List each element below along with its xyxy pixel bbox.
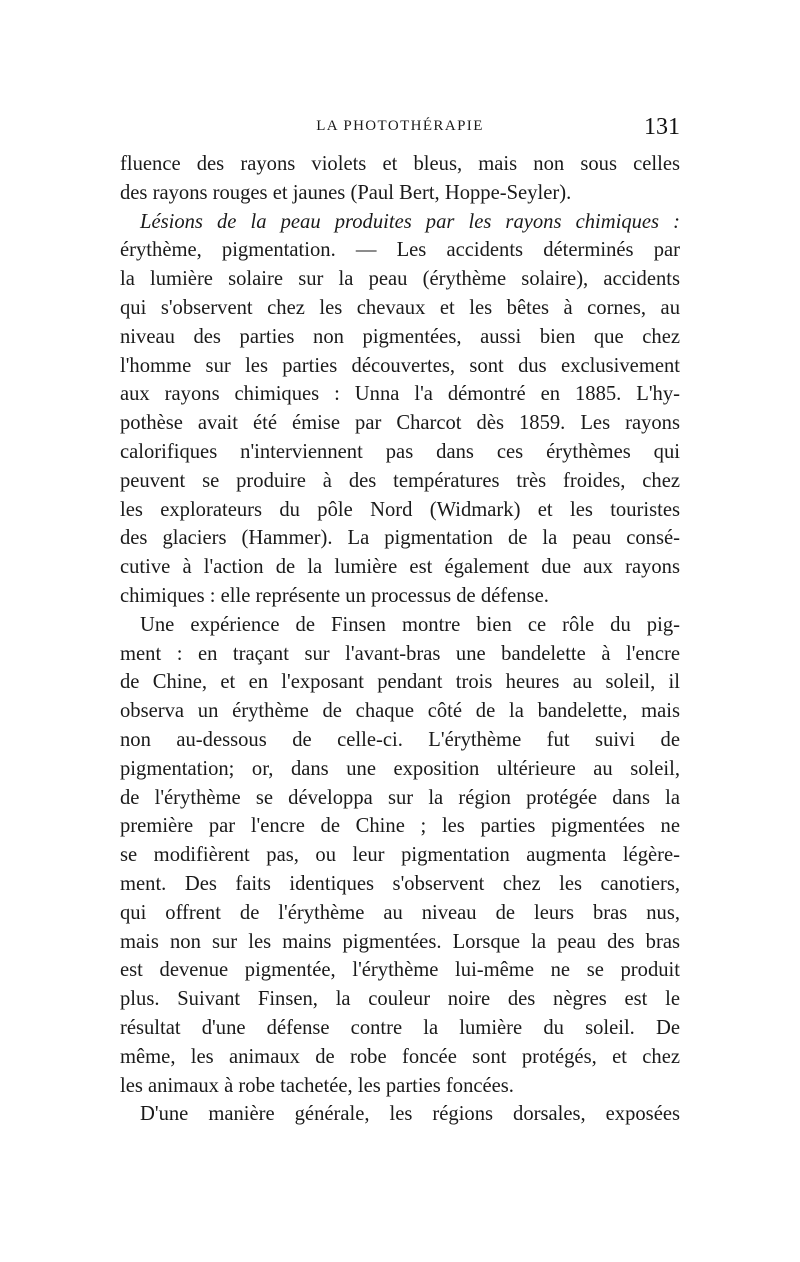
text-line: les explorateurs du pôle Nord (Widmark) et les touristes xyxy=(120,498,680,521)
text-line: chimiques : elle représente un processus de défense. xyxy=(120,584,549,607)
paragraph xyxy=(120,208,680,611)
text-line xyxy=(120,208,680,237)
paragraph xyxy=(120,1100,680,1129)
text-line: érythème, pigmentation. — Les accidents déterminés par xyxy=(120,239,680,262)
body-text xyxy=(120,150,680,1129)
text-line: niveau des parties non pigmentées, aussi bien que chez xyxy=(120,325,680,348)
page-number: 131 xyxy=(644,114,680,140)
text-line: de l'érythème se développa sur la région protégée dans la xyxy=(120,786,680,809)
text-line: résultat d'une défense contre la lumière du soleil. De xyxy=(120,1016,680,1039)
text-line: peuvent se produire à des températures très froides, chez xyxy=(120,469,680,492)
text-line: aux rayons chimiques : Unna l'a démontré en 1885. L'hy- xyxy=(120,383,680,406)
text-line: les animaux à robe tachetée, les parties foncées. xyxy=(120,1074,514,1097)
text-line: ment : en traçant sur l'avant-bras une bandelette à l'encre xyxy=(120,642,680,665)
text-line: qui offrent de l'érythème au niveau de leurs bras nus, xyxy=(120,901,680,924)
text-line: mais non sur les mains pigmentées. Lorsque la peau des bras xyxy=(120,930,680,953)
text-line: de Chine, et en l'exposant pendant trois heures au soleil, il xyxy=(120,671,680,694)
text-line: cutive à l'action de la lumière est également due aux rayons xyxy=(120,556,680,579)
text-line: Une expérience de Finsen montre bien ce rôle du pig- xyxy=(140,613,680,636)
text-line: la lumière solaire sur la peau (érythème solaire), accidents xyxy=(120,268,680,291)
text-line: pigmentation; or, dans une exposition ultérieure au soleil, xyxy=(120,757,680,780)
text-line: plus. Suivant Finsen, la couleur noire des nègres est le xyxy=(120,988,680,1011)
text-line: pothèse avait été émise par Charcot dès 1859. Les rayons xyxy=(120,412,680,435)
running-title: LA PHOTOTHÉRAPIE xyxy=(316,118,484,134)
text-line: ment. Des faits identiques s'observent chez les canotiers, xyxy=(120,872,680,895)
text-line: calorifiques n'interviennent pas dans ces érythèmes qui xyxy=(120,440,680,463)
text-line: se modifièrent pas, ou leur pigmentation augmenta légère- xyxy=(120,844,680,867)
text-line: D'une manière générale, les régions dorsales, exposées xyxy=(140,1103,680,1126)
text-line: qui s'observent chez les chevaux et les bêtes à cornes, au xyxy=(120,296,680,319)
text-line: observa un érythème de chaque côté de la bandelette, mais xyxy=(120,700,680,723)
text-line: l'homme sur les parties découvertes, sont dus exclusivement xyxy=(120,354,680,377)
text-line: même, les animaux de robe foncée sont protégés, et chez xyxy=(120,1045,680,1068)
running-head xyxy=(120,114,680,144)
text-line: est devenue pigmentée, l'érythème lui-même ne se produit xyxy=(120,959,680,982)
paragraph xyxy=(120,611,680,1101)
text-line: première par l'encre de Chine ; les parties pigmentées ne xyxy=(120,815,680,838)
text-line: des glaciers (Hammer). La pigmentation de la peau consé- xyxy=(120,527,680,550)
text-line: non au-dessous de celle-ci. L'érythème fut suivi de xyxy=(120,728,680,751)
text-line: des rayons rouges et jaunes (Paul Bert, Hoppe-Seyler). xyxy=(120,181,572,204)
section-heading: Lésions de la peau produites par les rayons chimiques : xyxy=(140,210,680,233)
paragraph xyxy=(120,150,680,208)
text-line: fluence des rayons violets et bleus, mais non sous celles xyxy=(120,153,680,175)
